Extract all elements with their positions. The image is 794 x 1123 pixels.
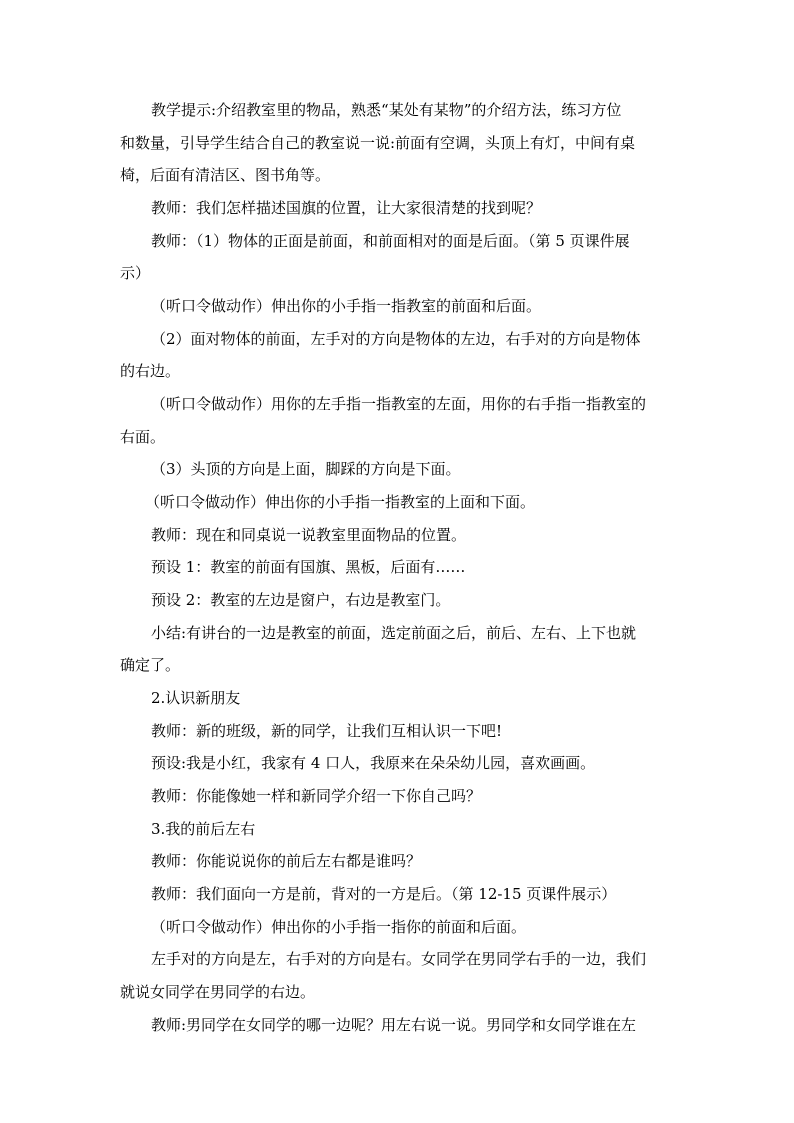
- text-line: 教师：我们怎样描述国旗的位置，让大家很清楚的找到呢？: [151, 199, 542, 217]
- text-line: 教师:男同学在女同学的哪一边呢？用左右说一说。男同学和女同学谁在左: [151, 1016, 637, 1034]
- text-line: 预设 2：教室的左边是窗户，右边是教室门。: [151, 591, 451, 609]
- text-line: 左手对的方向是左，右手对的方向是右。女同学在男同学右手的一边，我们: [151, 950, 647, 968]
- text-line: （听口令做动作）用你的左手指一指教室的左面，用你的右手指一指教室的: [151, 395, 647, 413]
- text-line: 教师：（1）物体的正面是前面，和前面相对的面是后面。（第 5 页课件展: [151, 232, 630, 250]
- text-line: 教师：我们面向一方是前，背对的一方是后。（第 12-15 页课件展示）: [151, 885, 617, 903]
- section-heading: 2.认识新朋友: [151, 689, 241, 707]
- text-line: 教师：现在和同桌说一说教室里面物品的位置。: [151, 526, 467, 544]
- text-line: （2）面对物体的前面，左手对的方向是物体的左边，右手对的方向是物体: [151, 330, 641, 348]
- text-line: 右面。: [120, 428, 166, 446]
- text-line: 示）: [120, 264, 151, 282]
- text-line: 确定了。: [120, 656, 181, 674]
- text-line: 椅，后面有清洁区、图书角等。: [120, 166, 331, 184]
- text-line: 就说女同学在男同学的右边。: [120, 983, 316, 1001]
- text-line: 教师：你能说说你的前后左右都是谁吗？: [151, 852, 422, 870]
- text-line: （3）头顶的方向是上面，脚踩的方向是下面。: [151, 460, 461, 478]
- text-line: 小结:有讲台的一边是教室的前面，选定前面之后，前后、左右、上下也就: [151, 624, 637, 642]
- text-line: （听口令做动作）伸出你的小手指一指你的前面和后面。: [151, 918, 527, 936]
- text-line: 的右边。: [120, 362, 181, 380]
- text-line: 教师：你能像她一样和新同学介绍一下你自己吗？: [151, 787, 482, 805]
- text-line: 预设:我是小红，我家有 4 口人，我原来在朵朵幼儿园，喜欢画画。: [151, 754, 596, 772]
- section-heading: 3.我的前后左右: [151, 820, 256, 838]
- text-line: 教师：新的班级，新的同学，让我们互相认识一下吧!: [151, 722, 503, 740]
- text-line: （听口令做动作）伸出你的小手指一指教室的前面和后面。: [151, 297, 542, 315]
- text-line: 预设 1：教室的前面有国旗、黑板，后面有……: [151, 558, 466, 576]
- text-line: （听口令做动作）伸出你的小手指一指教室的上面和下面。: [145, 493, 536, 511]
- text-line: 和数量，引导学生结合自己的教室说一说:前面有空调，头顶上有灯，中间有桌: [120, 134, 636, 152]
- text-line: 教学提示:介绍教室里的物品，熟悉“某处有某物”的介绍方法，练习方位: [151, 101, 622, 119]
